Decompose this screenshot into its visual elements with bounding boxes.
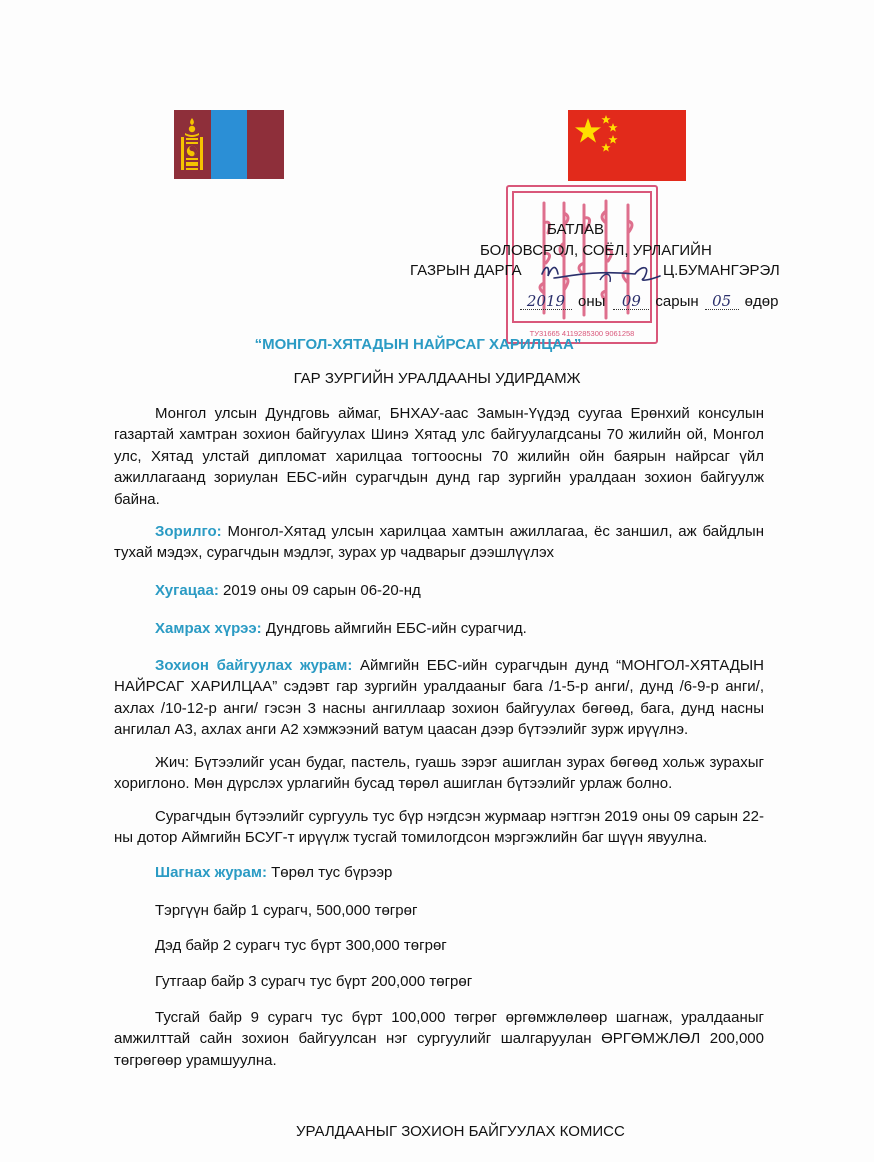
deadline-label: Хугацаа: (155, 582, 219, 599)
document-subtitle: ГАР ЗУРГИЙН УРАЛДААНЫ УДИРДАМЖ (293, 370, 581, 387)
award-third: Гутгаар байр 3 сурагч тус бүрт 200,000 төгрөг (155, 973, 473, 990)
procedure-label: Зохион байгуулах журам: (155, 657, 353, 674)
procedure-text: Аймгийн ЕБС-ийн сурагчдын дунд “МОНГОЛ-ХЯТАДЫН НАЙРСАГ ХАРИЛЦАА” сэдэвт гар зургийн уралдааныг бага /1-5-р анги/, дунд /6-9-р анги/, ахлах /10-12-р анги/ гэсэн 3 насны ангиллаар зохион байгуулах бөгөөд, бага, дунд насны ангилал А3, ахлах анги А2 хэмжээний ватум цаасан дээр бүтээлийг зурж ирүүлнэ. (114, 657, 764, 739)
flag-band-blue (211, 110, 248, 179)
note-text: Жич: Бүтээлийг усан будаг, пастель, гуашь зэрэг ашиглан зурах бөгөөд хольж зурахыг хориглоно. Мөн дүрслэх урлагийн бусад төрөл ашиглан бүтээлийг урлаж болно. (114, 754, 764, 793)
soyombo-icon (181, 118, 203, 172)
deadline-section (155, 582, 421, 599)
procedure-section (114, 655, 764, 741)
date-month-suffix: сарын (655, 293, 699, 310)
star-icon (568, 110, 686, 181)
submission-section (114, 806, 764, 849)
deadline-text: 2019 оны 09 сарын 06-20-нд (218, 582, 421, 599)
award-label: Шагнах журам: (155, 864, 267, 881)
date-year-suffix: оны (578, 293, 606, 310)
date-day-suffix: өдөр (744, 293, 779, 310)
date-year: 2019 (520, 293, 572, 310)
goal-text: Монгол-Хятад улсын харилцаа хамтын ажиллагаа, ёс заншил, аж байдлын тухай мэдэх, сурагчдын мэдлэг, зурах ур чадварыг дээшлүүлэх (114, 523, 764, 562)
award-second: Дэд байр 2 сурагч тус бүрт 300,000 төгрөг (155, 937, 447, 954)
goal-section (114, 521, 764, 564)
submission-text: Сурагчдын бүтээлийг сургууль тус бүр нэгдсэн журмаар нэгтгэн 2019 оны 09 сарын 22-ны дотор Аймгийн БСУГ-т ирүүлж тусгай томилогдсон мэргэжлийн баг шүүн явуулна. (114, 808, 764, 847)
goal-label: Зорилго: (155, 523, 222, 540)
signature (540, 252, 665, 290)
scope-label: Хамрах хүрээ: (155, 620, 262, 637)
scope-section (155, 620, 527, 637)
award-first: Тэргүүн байр 1 сурагч, 500,000 төгрөг (155, 902, 418, 919)
note-section (114, 752, 764, 795)
approval-heading: БАТЛАВ (547, 221, 605, 238)
title-text: “МОНГОЛ-ХЯТАДЫН НАЙРСАГ ХАРИЛЦАА” (254, 336, 582, 353)
award-special-section (114, 1007, 764, 1071)
intro-text: Монгол улсын Дундговь аймаг, БНХАУ-аас Замын-Үүдэд суугаа Ерөнхий консулын газартай хамтран зохион байгуулах Шинэ Хятад улс байгуулагдсаны 70 жилийн ой, Монгол улс, Хятад улстай дипломат харилцаа тогтоосны 70 жилийн ойн баярын найрсаг үйл ажиллагаанд зориулан ЕБС-ийн сурагчдын дунд гар зургийн уралдаан зохион байгуулж байна. (114, 405, 764, 508)
award-special: Тусгай байр 9 сурагч тус бүрт 100,000 төгрөг өргөмжлөлөөр шагнаж, уралдааныг амжилттай сайн зохион байгуулсан нэг сургуулийг шалгаруулан ӨРГӨМЖЛӨЛ 200,000 төгрөгөөр урамшуулна. (114, 1009, 764, 1069)
approval-department: БОЛОВСРОЛ, СОЁЛ, УРЛАГИЙН (480, 242, 712, 259)
china-flag (568, 110, 686, 181)
intro-paragraph (114, 403, 764, 510)
approval-date (520, 293, 778, 310)
award-text: Төрөл тус бүрээр (266, 864, 393, 881)
approval-position: ГАЗРЫН ДАРГА (410, 262, 522, 279)
mongolia-flag (174, 110, 284, 179)
svg-text:ТУ31665 4119285300 9061258: ТУ31665 4119285300 9061258 (529, 329, 635, 338)
flag-band-red (247, 110, 284, 179)
scope-text: Дундговь аймгийн ЕБС-ийн сурагчид. (261, 620, 527, 637)
document-title (0, 336, 874, 353)
commission-footer: УРАЛДААНЫГ ЗОХИОН БАЙГУУЛАХ КОМИСС (296, 1123, 625, 1140)
award-section (155, 864, 392, 881)
date-day: 05 (705, 293, 739, 310)
date-month: 09 (613, 293, 649, 310)
approval-name: Ц.БУМАНГЭРЭЛ (663, 262, 780, 279)
